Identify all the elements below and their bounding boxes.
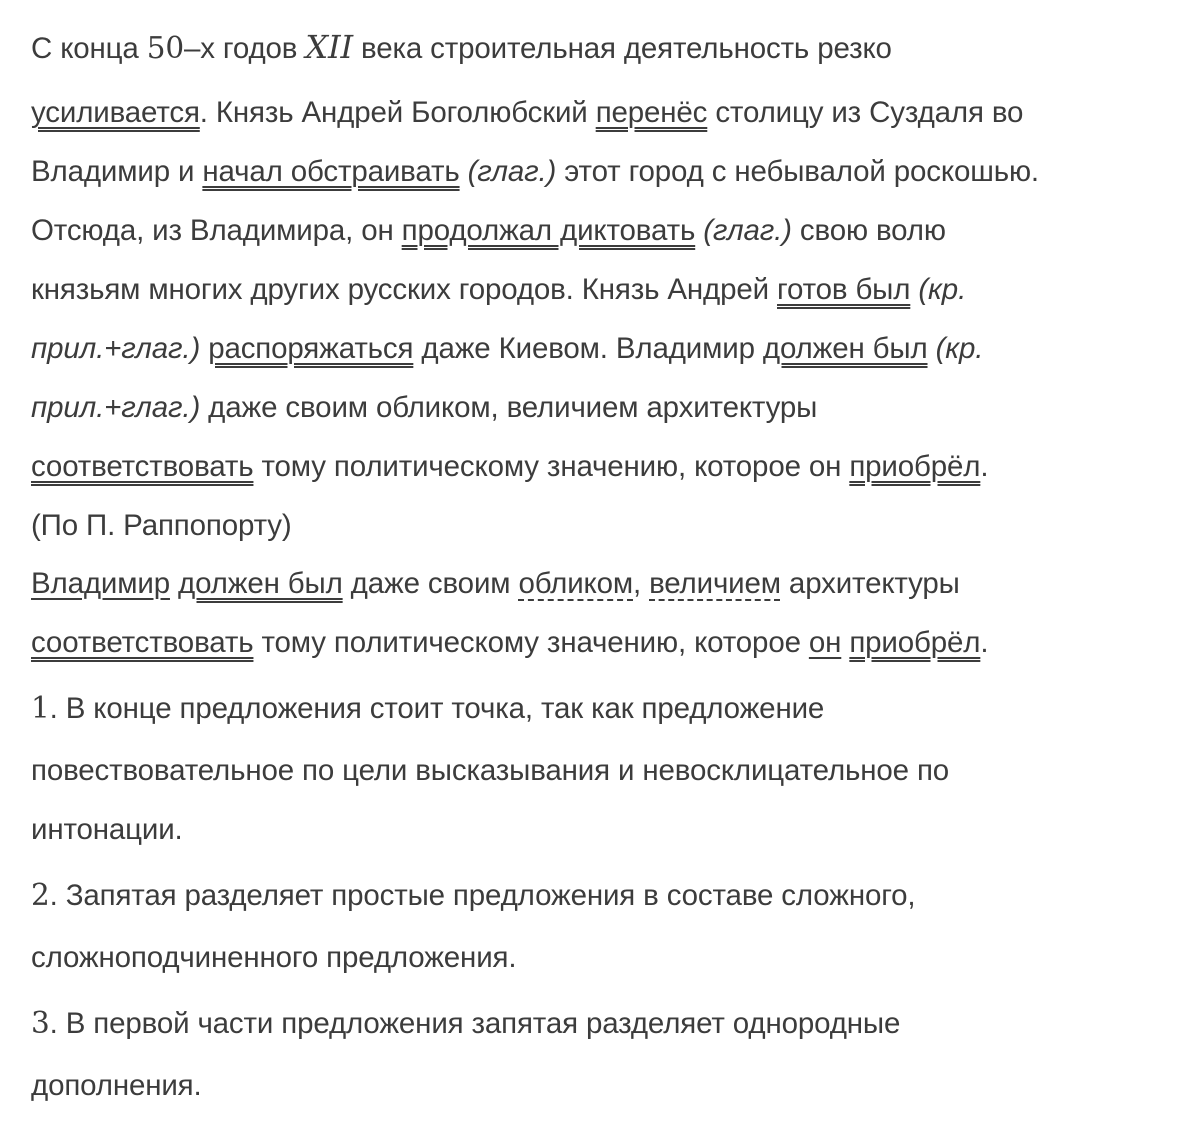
text-line-3 [31, 152, 1039, 192]
text: тому политическому значению, которое он [253, 450, 850, 483]
text-line-15 [31, 875, 915, 916]
text-line-1 [31, 27, 892, 69]
text: . В первой части предложения запятая разделяет однородные [49, 1007, 901, 1040]
item-number: 1 [31, 691, 50, 725]
number: 50 [146, 31, 184, 65]
item-number: 3 [31, 1006, 50, 1040]
text: столицу из Суздаля во [707, 96, 1024, 129]
text-line-2 [31, 93, 1023, 133]
text: этот город с небывалой роскошью. [556, 155, 1039, 188]
text-line-16 [31, 938, 516, 978]
object-underlined: величием [649, 567, 781, 600]
text-line-12 [31, 688, 824, 729]
text: князьям многих других русских городов. Князь Андрей [31, 273, 778, 306]
text-line-5 [31, 270, 966, 310]
text: повествовательное по цели высказывания и невосклицательное по [31, 754, 950, 787]
text-line-10: Владимир должен был даже своим обликом, величием архитектуры [31, 567, 960, 600]
text: даже Киевом. Владимир [413, 332, 763, 365]
text-line-9 [31, 506, 292, 546]
subject-underlined: он [808, 626, 842, 659]
roman-numeral: XII [305, 28, 353, 66]
text-line-18 [31, 1066, 202, 1106]
text-line-11: соответствовать тому политическому значению, которое он приобрёл. [31, 626, 989, 659]
predicate-underlined: приобрёл [849, 450, 981, 483]
text: С конца [31, 32, 147, 65]
item-number: 2 [31, 878, 50, 912]
text-line-8: соответствовать тому политическому значению, которое он приобрёл. [31, 450, 989, 483]
predicate-underlined: готов был [777, 273, 911, 306]
text: Владимир и [31, 155, 203, 188]
annotation: прил.+глаг.) [31, 332, 201, 365]
text: свою волю [791, 214, 946, 247]
source-attribution: (По П. Раппопорту) [31, 509, 292, 542]
annotation: (глаг.) [467, 155, 557, 188]
text-line-4 [31, 211, 946, 251]
subject-underlined: Владимир [31, 567, 170, 600]
annotation: (глаг.) [703, 214, 792, 247]
annotation: (кр. [935, 332, 984, 365]
predicate-underlined: распоряжаться [208, 332, 414, 365]
predicate-underlined: начал обстраивать [202, 155, 460, 188]
annotation: прил.+глаг.) [31, 391, 201, 424]
annotation: (кр. [918, 273, 967, 306]
text: . Запятая разделяет простые предложения в составе сложного, [49, 879, 916, 912]
text: интонации. [31, 813, 183, 846]
text: дополнения. [31, 1069, 202, 1102]
predicate-underlined: соответствовать [31, 626, 254, 659]
predicate-underlined: продолжал диктовать [401, 214, 696, 247]
text: тому политическому значению, которое [253, 626, 809, 659]
text-line-7 [31, 388, 817, 428]
text: даже своим обликом, величием архитектуры [200, 391, 818, 424]
text: Отсюда, из Владимира, он [31, 214, 402, 247]
text: . В конце предложения стоит точка, так как предложение [49, 692, 825, 725]
predicate-underlined: должен был [762, 332, 928, 365]
text: даже своим [342, 567, 519, 600]
text: века строительная деятельность резко [352, 32, 892, 65]
text: архитектуры [780, 567, 960, 600]
object-underlined: обликом [518, 567, 633, 600]
predicate-underlined: соответствовать [31, 450, 254, 483]
text-line-13 [31, 751, 949, 791]
text: –х годов [183, 32, 306, 65]
text: . Князь Андрей Боголюбский [199, 96, 596, 129]
text-line-6 [31, 329, 983, 369]
predicate-underlined: усиливается [31, 96, 200, 129]
text: сложноподчиненного предложения. [31, 941, 517, 974]
predicate-underlined: должен был [178, 567, 343, 600]
predicate-underlined: приобрёл [849, 626, 981, 659]
text-line-14 [31, 810, 183, 850]
text-line-17 [31, 1003, 900, 1044]
predicate-underlined: перенёс [595, 96, 708, 129]
